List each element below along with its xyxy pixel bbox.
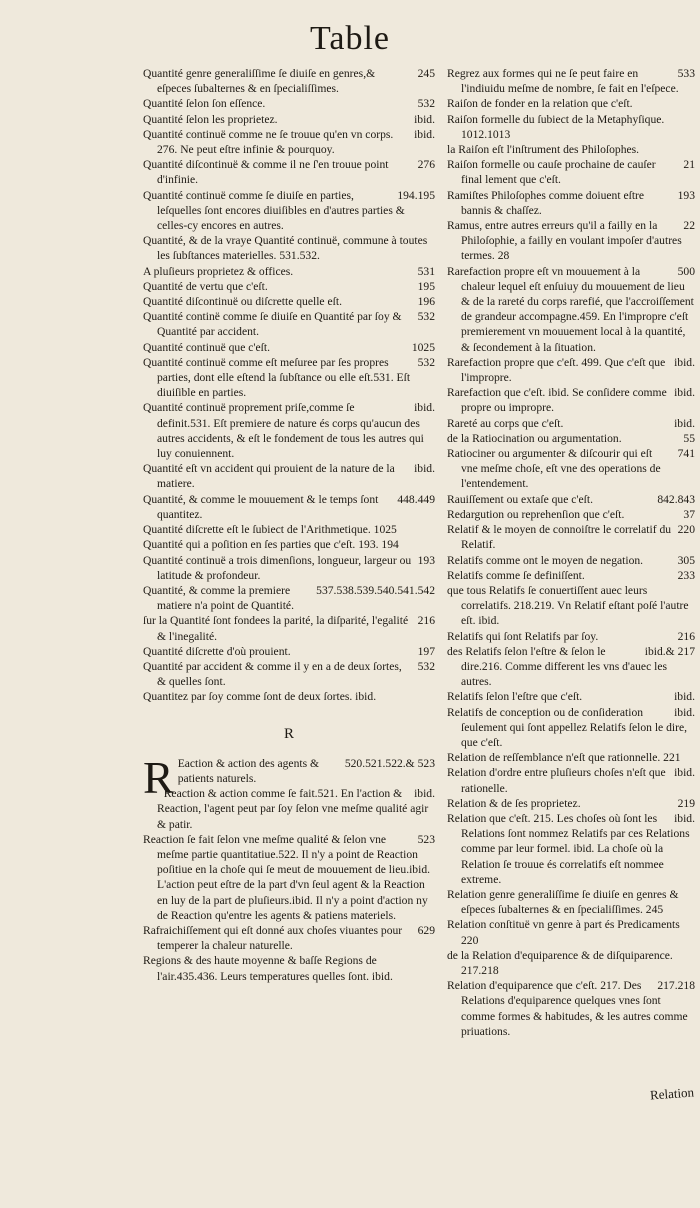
- index-entry: [447, 96, 695, 111]
- entry-page-ref: 305: [677, 553, 695, 567]
- entry-text: Relation conſtituë vn genre à part és Predicaments 220: [447, 918, 680, 947]
- index-entry: [143, 492, 435, 522]
- entry-text: de la Ratiocination ou argumentation.: [447, 431, 622, 445]
- index-entry: [447, 218, 695, 264]
- entry-text: Quantité, & comme la premiere matiere n'a point de Quantité.: [143, 583, 294, 613]
- entry-page-ref: 233: [677, 568, 695, 582]
- index-entry: [447, 385, 695, 415]
- section-letter-r: R: [283, 725, 294, 742]
- index-entry: [143, 309, 435, 339]
- index-entry: [447, 644, 695, 690]
- entry-page-ref: 533: [677, 67, 695, 80]
- entry-page-ref: ibid.: [674, 705, 695, 719]
- entry-page-ref: 21: [683, 158, 695, 172]
- entry-text: Reaction & action comme ſe fait.521. En l'action & Reaction, l'agent peut par ſoy ſelon vne meſme qualité agir & patir.: [157, 787, 429, 831]
- index-entry: [447, 264, 695, 355]
- index-entry: [143, 112, 435, 127]
- entry-text: A pluſieurs proprietez & offices.: [143, 264, 294, 278]
- entry-page-ref: 37: [683, 507, 695, 521]
- entry-text: Quantité de vertu que c'eſt.: [143, 279, 268, 293]
- entry-text: Redargution ou reprehenſion que c'eſt.: [447, 507, 625, 521]
- entry-page-ref: ibid.: [674, 355, 695, 369]
- index-entry: [447, 705, 695, 751]
- entry-page-ref: ibid.: [674, 416, 695, 430]
- entry-page-ref: 193: [417, 553, 435, 567]
- index-entry: [143, 583, 435, 613]
- index-column-right: [447, 66, 695, 1039]
- entry-page-ref: 195: [417, 279, 435, 293]
- entry-text: Relation d'equiparence que c'eſt. 217. Des Relations d'equiparence quelques vnes ſont comme formes & habitudes, & les autres comme priuations.: [447, 979, 688, 1038]
- entry-text: Rarefaction propre eſt vn mouuement à la chaleur lequel eſt enſuiuy du mouuement de lieu & de la rareté du corps rarefié, que l'accroiſſement de grandeur accompagne.459. En l'impropre c'eſt premierement vn mouuement local à la quantité, & ſecondement à la ſituation.: [447, 264, 694, 354]
- entry-text: Eaction & action des agents & patients naturels.: [177, 756, 320, 785]
- entry-page-ref: ibid.: [414, 787, 435, 801]
- index-entry: [143, 188, 435, 234]
- index-entry: [143, 66, 435, 96]
- entry-page-ref: 219: [677, 796, 695, 810]
- entry-text: Quantité diſcrette eſt le ſubiect de l'Arithmetique. 1025: [143, 523, 397, 537]
- entry-text: Relation que c'eſt. 215. Les choſes où ſont les Relations ſont nommez Relatifs par ces Relations comme par leur formel. ibid. La choſe où la Relation ſe trouue és correlatifs eſt nommee extreme.: [447, 811, 690, 886]
- index-entry: [447, 629, 695, 644]
- entry-page-ref: 193: [677, 188, 695, 202]
- index-entry: [447, 917, 695, 947]
- entry-text: Quantité diſcrette d'où prouient.: [143, 644, 291, 658]
- entry-text: Reaction ſe fait ſelon vne meſme qualité & ſelon vne meſme partie quantitatiue.522. Il n'y a point de Reaction poſitiue en la choſe qui ſe meut de mouuement de lieu.ibid. L'action peut eſtre de la part d'vn ſeul agent & la Reaction en luy de la part de pluſieurs.ibid. Il n'y a point d'action ny de Reaction qu'entre les agents & patiens materiels.: [143, 832, 431, 922]
- entry-page-ref: 194.195: [397, 188, 435, 202]
- catchword: Relation: [649, 1084, 695, 1103]
- index-entry: [143, 96, 435, 111]
- index-entry: [143, 127, 435, 157]
- index-entry: [447, 142, 695, 157]
- index-entry: [447, 978, 695, 1039]
- entry-text: Regrez aux formes qui ne ſe peut faire en l'indiuidu meſme de nombre, ſe fait en l'eſpece.: [447, 67, 679, 96]
- entry-page-ref: 22: [683, 219, 695, 233]
- entry-text: Ratiociner ou argumenter & diſcourir qui eſt vne meſme choſe, eſt vne des operations de l'entendement.: [447, 447, 661, 491]
- entry-text: Raiſon formelle ou cauſe prochaine de cauſer final lement que c'eſt.: [447, 158, 656, 187]
- index-entry: [143, 689, 435, 704]
- index-entry: [447, 188, 695, 218]
- index-entry: [447, 355, 695, 385]
- entry-text: Rareté au corps que c'eſt.: [447, 416, 564, 430]
- left-entry-list: [143, 66, 435, 705]
- entry-page-ref: 532: [417, 355, 435, 369]
- entry-page-ref: ibid.: [414, 401, 435, 415]
- index-column-left: [143, 66, 435, 984]
- index-entry: [447, 583, 695, 629]
- entry-text: Quantité continuë comme ne ſe trouue qu'en vn corps. 276. Ne peut eſtre infinie & pourquoy.: [143, 127, 394, 157]
- entry-text: Quantité, & comme le mouuement & le temps ſont quantitez.: [143, 492, 379, 521]
- index-entry: [447, 553, 695, 568]
- entry-text: de la Relation d'equiparence & de diſquiparence. 217.218: [447, 948, 673, 977]
- entry-text: Regions & des haute moyenne & baſſe Regions de l'air.435.436. Leurs temperatures quelles ſont. ibid.: [143, 954, 393, 983]
- index-entry: [447, 492, 695, 507]
- index-entry: [143, 613, 435, 643]
- entry-page-ref: ibid.: [414, 112, 435, 126]
- entry-text: Raiſon formelle du ſubiect de la Metaphyſique. 1012.1013: [447, 112, 665, 141]
- entry-text: Quantité continuë a trois dimenſions, longueur, largeur ou latitude & profondeur.: [143, 553, 412, 582]
- entry-text: Relatifs comme ſe definiſſent.: [447, 568, 585, 582]
- index-entry: [447, 112, 695, 142]
- entry-page-ref: 216: [417, 614, 435, 628]
- entry-page-ref: 245: [417, 67, 435, 80]
- entry-page-ref: ibid.: [674, 690, 695, 704]
- entry-text: Relatifs comme ont le moyen de negation.: [447, 553, 644, 567]
- entry-text: Rarefaction que c'eſt. ibid. Se conſidere comme propre ou impropre.: [447, 386, 667, 415]
- entry-page-ref: 537.538.539.540.541.542: [316, 583, 435, 597]
- entry-text: Relation & de ſes proprietez.: [447, 796, 581, 810]
- entry-text: la Raiſon eſt l'inſtrument des Philoſophes.: [447, 143, 640, 157]
- r-entry-list: [143, 786, 435, 984]
- index-entry: [143, 659, 435, 689]
- entry-text: Raiſon de fonder en la relation que c'eſt.: [447, 97, 633, 111]
- index-entry: [143, 461, 435, 491]
- index-entry: [447, 431, 695, 446]
- entry-page-ref: 523: [417, 832, 435, 846]
- index-entry: [143, 340, 435, 355]
- index-entry: [143, 294, 435, 309]
- entry-page-ref: 448.449: [397, 492, 435, 506]
- entry-text: Rafraichiſſement qui eſt donné aux choſes viuantes pour temperer la chaleur naturelle.: [143, 923, 403, 953]
- index-entry: [447, 811, 695, 887]
- right-entry-list: [447, 66, 695, 1039]
- entry-text: des Relatifs ſelon l'eſtre & ſelon le dire.216. Comme different les vns d'auec les autres.: [447, 644, 667, 689]
- index-entry: [447, 157, 695, 187]
- entry-page-ref: ibid.: [674, 811, 695, 825]
- entry-text: Rarefaction propre que c'eſt. 499. Que c'eſt que l'impropre.: [447, 355, 666, 385]
- entry-page-ref: 217.218: [657, 979, 695, 993]
- entry-page-ref: 216: [677, 629, 695, 643]
- entry-text: Relation d'ordre entre pluſieurs choſes n'eſt que rationelle.: [447, 766, 666, 795]
- entry-page-ref: 55: [683, 431, 695, 445]
- entry-page-ref: 197: [417, 644, 435, 658]
- index-entry: [447, 887, 695, 917]
- entry-text: Quantité ſelon les proprietez.: [143, 112, 278, 126]
- entry-page-ref: 629: [417, 923, 435, 937]
- entry-page-ref: ibid.: [414, 462, 435, 476]
- entry-text: Quantité, & de la vraye Quantité continuë, commune à toutes les ſubſtances materielles. 531.532.: [143, 234, 428, 263]
- index-entry: [143, 355, 435, 401]
- page-title: Table: [309, 20, 391, 57]
- entry-page-ref: ibid.& 217: [644, 644, 695, 658]
- index-entry: [143, 157, 435, 187]
- entry-page-ref: 220: [677, 523, 695, 537]
- entry-text: Quantité par accident & comme il y en a de deux ſortes, & quelles ſont.: [143, 659, 402, 689]
- entry-text: Quantité genre generaliſſime ſe diuiſe en genres,& eſpeces ſubalternes & en ſpecialiſſimes.: [143, 67, 376, 96]
- entry-page-ref: 531: [417, 264, 435, 278]
- index-entry: [447, 446, 695, 492]
- entry-text: Quantité continuë comme eſt meſuree par ſes propres parties, dont elle eſtend la ſubſtance ou elle eſt.531. Eſt diuiſible en parties.: [143, 355, 411, 400]
- index-entry: [143, 400, 435, 461]
- index-entry: [143, 644, 435, 659]
- index-entry: [447, 66, 695, 96]
- entry-page-ref: 520.521.522.& 523: [344, 756, 435, 770]
- index-entry: [447, 750, 695, 765]
- entry-text: Relation de reſſemblance n'eſt que rationnelle. 221: [447, 751, 681, 765]
- index-entry: [143, 953, 435, 983]
- entry-text: Relatif & le moyen de connoiſtre le correlatif du Relatif.: [447, 523, 672, 552]
- index-entry: [447, 765, 695, 795]
- index-entry: [143, 522, 435, 537]
- entry-text: Rauiſſement ou extaſe que c'eſt.: [447, 492, 593, 506]
- index-entry: [447, 416, 695, 431]
- entry-page-ref: 276: [417, 158, 435, 172]
- entry-text: Quantité continuë proprement priſe,comme ſe definit.531. Eſt premiere de nature és corps qu'aucun des autres accidents, & eſt le fondement de tous les autres qui luy conuiennent.: [143, 401, 424, 461]
- index-entry: [143, 537, 435, 552]
- entry-text: Ramiſtes Philoſophes comme doiuent eſtre bannis & chaſſez.: [447, 188, 645, 217]
- index-entry: [143, 233, 435, 263]
- entry-text: Relation genre generaliſſime ſe diuiſe en genres & eſpeces ſubalternes & en ſpecialiſſimes. 245: [447, 887, 679, 917]
- index-entry: [447, 522, 695, 552]
- index-entry: [143, 923, 435, 953]
- index-entry: [447, 948, 695, 978]
- index-entry: [143, 279, 435, 294]
- entry-text: Relatifs de conception ou de conſideration ſeulement qui ſont appellez Relatifs ſelon le dire, que c'eſt.: [447, 705, 688, 749]
- entry-text: Quantité eſt vn accident qui prouient de la nature de la matiere.: [143, 462, 395, 491]
- entry-text: Relatifs ſelon l'eſtre que c'eſt.: [447, 690, 583, 704]
- entry-page-ref: ibid.: [674, 766, 695, 780]
- index-entry: [143, 264, 435, 279]
- index-entry: [447, 507, 695, 522]
- entry-page-ref: ibid.: [414, 127, 435, 141]
- entry-page-ref: 196: [417, 295, 435, 309]
- index-entry: [447, 689, 695, 704]
- drop-cap: R: [143, 751, 174, 803]
- entry-text: Quantité qui a poſition en ſes parties que c'eſt. 193. 194: [143, 538, 399, 552]
- entry-page-ref: 842.843: [657, 492, 695, 506]
- index-entry: [143, 553, 435, 583]
- entry-text: que tous Relatifs ſe conuertiſſent auec leurs correlatifs. 218.219. Vn Relatif eſtant poſé l'autre eſt. ibid.: [447, 583, 689, 628]
- entry-text: Quantité continë comme ſe diuiſe en Quantité par ſoy & Quantité par accident.: [143, 310, 402, 339]
- index-entry: [143, 832, 435, 923]
- entry-page-ref: 532: [417, 659, 435, 673]
- entry-text: Quantité diſcontinuë & comme il ne ſ'en trouue point d'infinie.: [143, 158, 389, 187]
- entry-text: Ramus, entre autres erreurs qu'il a failly en la Philoſophie, a failly en voulant impoſer d'autres termes. 28: [447, 219, 682, 263]
- entry-text: ſur la Quantité ſont fondees la parité, la diſparité, l'egalité & l'inegalité.: [143, 614, 409, 643]
- index-entry: [447, 796, 695, 811]
- entry-page-ref: 532: [417, 310, 435, 324]
- entry-text: Quantitez par ſoy comme ſont de deux ſortes. ibid.: [143, 690, 377, 704]
- entry-text: Quantité continuë que c'eſt.: [143, 340, 270, 354]
- entry-page-ref: 1025: [411, 340, 435, 354]
- entry-text: Quantité diſcontinuë ou diſcrette quelle eſt.: [143, 295, 342, 309]
- entry-page-ref: 532: [417, 97, 435, 111]
- entry-text: Relatifs qui ſont Relatifs par ſoy.: [447, 629, 599, 643]
- index-entry: [447, 568, 695, 583]
- entry-page-ref: ibid.: [674, 386, 695, 400]
- index-entry: [143, 786, 435, 832]
- entry-text: Quantité ſelon ſon eſſence.: [143, 97, 266, 111]
- entry-page-ref: 500: [677, 264, 695, 278]
- entry-page-ref: 741: [677, 447, 695, 461]
- entry-text: Quantité continuë comme ſe diuiſe en parties, leſquelles ſont encores diuiſibles en d'autres parties & celles-cy encores en autres.: [143, 188, 405, 233]
